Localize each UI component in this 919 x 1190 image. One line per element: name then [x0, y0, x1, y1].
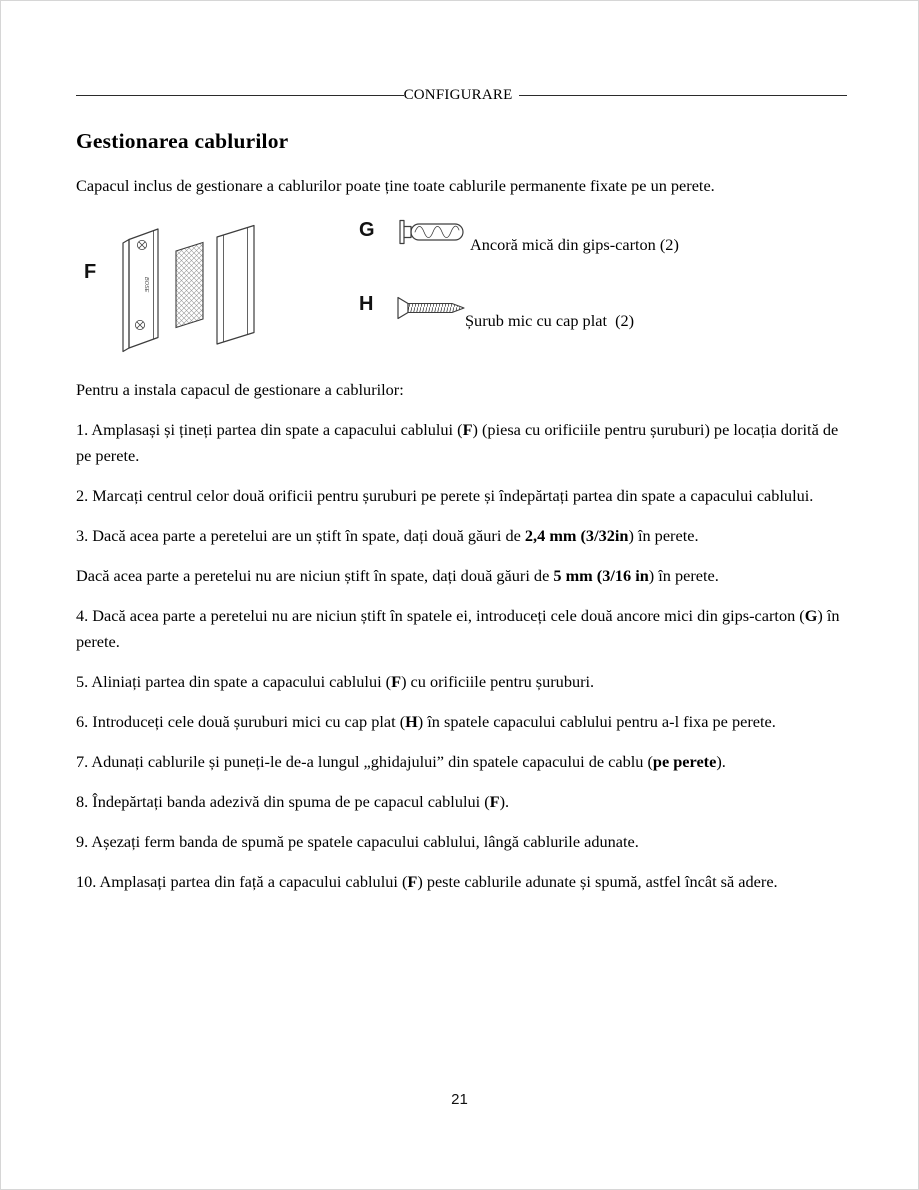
parts-figure	[76, 213, 847, 361]
step-4: 4. Dacă acea parte a peretelui nu are niciun știft în spatele ei, introduceți cele două ancore mici din gips-carton (G) în perete.	[76, 606, 840, 651]
page-number: 21	[451, 1091, 468, 1108]
header-rule-right	[519, 95, 847, 96]
cable-cover-front-piece	[217, 226, 254, 345]
cable-cover-exploded-icon	[109, 213, 269, 359]
part-letter-f: F	[84, 261, 97, 283]
part-letter-g: G	[359, 219, 375, 241]
flat-head-screw-icon	[394, 295, 468, 321]
step-6: 6. Introduceți cele două șuruburi mici cu cap plat (H) în spatele capacului cablului pentru a-l fixa pe perete.	[76, 712, 776, 731]
step-9: 9. Așezați ferm banda de spumă pe spatele capacului cablului, lângă cablurile adunate.	[76, 832, 639, 851]
step-7: 7. Adunați cablurile și puneți-le de-a lungul „ghidajului” din spatele capacului de cablu (pe perete).	[76, 752, 726, 771]
step-2: 2. Marcați centrul celor două orificii pentru șuruburi pe perete și îndepărtați partea din spate a capacului cablului.	[76, 486, 814, 505]
step-8: 8. Îndepărtați banda adezivă din spuma de pe capacul cablului (F).	[76, 792, 510, 811]
cable-cover-back-piece	[123, 229, 158, 352]
part-label-screw: Șurub mic cu cap plat (2)	[465, 311, 635, 330]
drywall-anchor-icon	[394, 216, 466, 248]
page-title: Gestionarea cablurilor	[76, 129, 289, 153]
step-5: 5. Aliniați partea din spate a capacului cablului (F) cu orificiile pentru șuruburi.	[76, 672, 595, 691]
step-3: 3. Dacă acea parte a peretelui are un știft în spate, dați două găuri de 2,4 mm (3/32in) în perete.	[76, 526, 699, 545]
step-10: 10. Amplasați partea din față a capacului cablului (F) peste cablurile adunate și spumă, astfel încât să adere.	[76, 872, 778, 891]
header-title: CONFIGURARE	[403, 87, 513, 103]
intro-paragraph: Capacul inclus de gestionare a cablurilor poate ține toate cablurile permanente fixate pe un perete.	[76, 176, 715, 195]
instructions-heading: Pentru a instala capacul de gestionare a cablurilor:	[76, 380, 404, 399]
svg-text:BOSE: BOSE	[143, 277, 149, 293]
part-letter-h: H	[359, 293, 374, 315]
cable-cover-foam-piece	[176, 243, 203, 328]
header-rule-left	[76, 95, 404, 96]
step-3-note: Dacă acea parte a peretelui nu are niciun știft în spate, dați două găuri de 5 mm (3/16 in) în perete.	[76, 566, 719, 585]
step-1: 1. Amplasași și țineți partea din spate a capacului cablului (F) (piesa cu orificiile pentru șuruburi) pe locația dorită de pe perete.	[76, 420, 839, 465]
page-header	[76, 87, 847, 105]
part-label-anchor: Ancoră mică din gips-carton (2)	[470, 235, 679, 254]
